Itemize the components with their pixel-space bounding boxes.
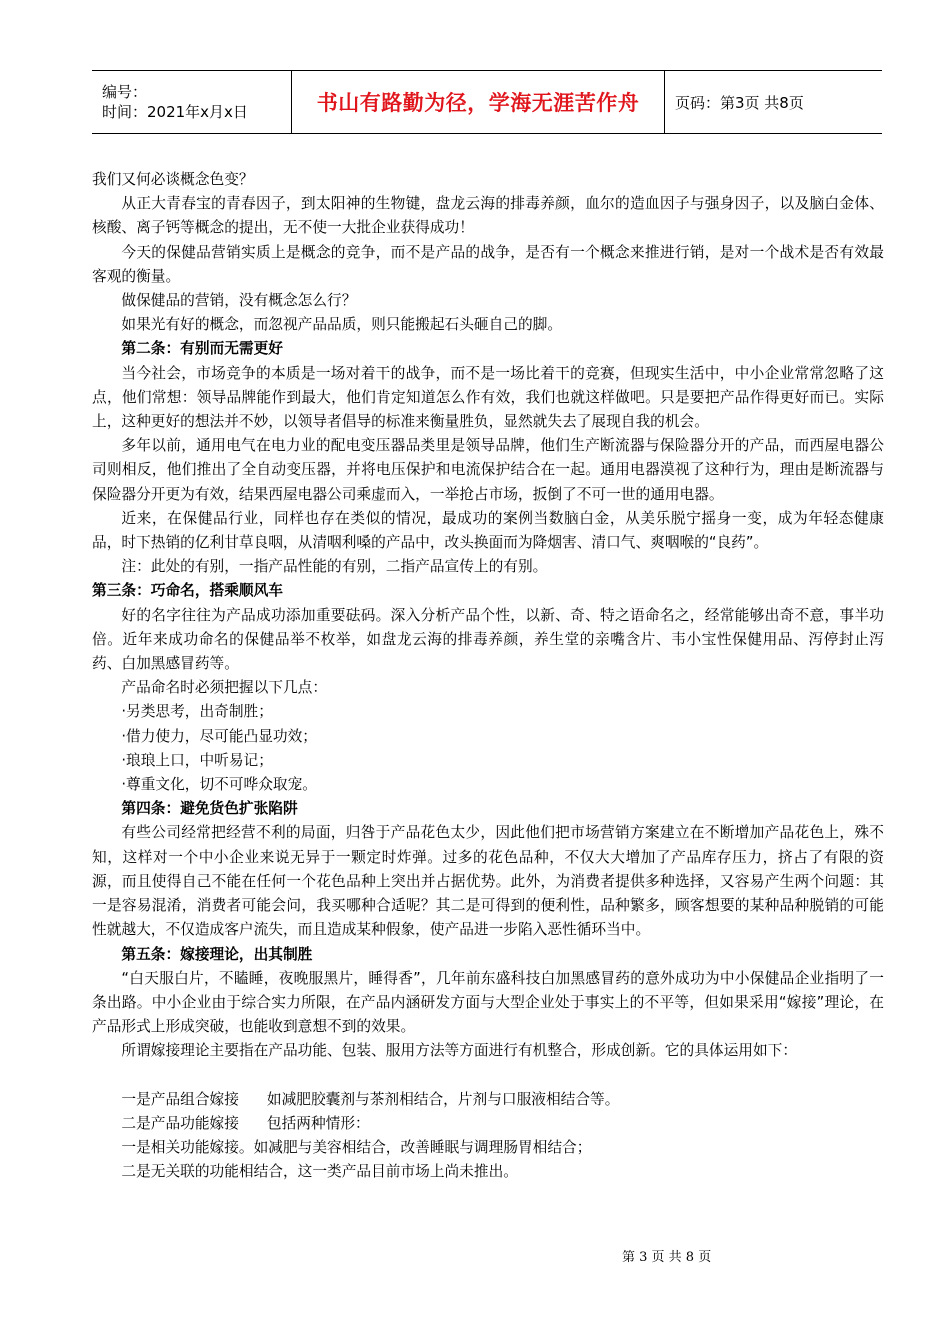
list-item: ·尊重文化，切不可哗众取宠。 [121, 776, 317, 794]
section-heading: 第二条：有别而无需更好 [121, 340, 283, 358]
paragraph: 做保健品的营销，没有概念怎么行？ [121, 292, 357, 310]
item-title: 一是产品组合嫁接 [121, 1090, 239, 1108]
paragraph: 今天的保健品营销实质上是概念的竞争，而不是产品的战争，是否有一个概念来推进行销，是对一个战术是否有效最客观的衡量。 [92, 243, 884, 285]
paragraph: 从正大青春宝的青春因子，到太阳神的生物键，盘龙云海的排毒养颜，血尔的造血因子与强身因子，以及脑白金体、核酸、离子钙等概念的提出，无不使一大批企业获得成功！ [92, 195, 884, 237]
header-meta [92, 71, 292, 133]
section-heading: 第五条：嫁接理论，出其制胜 [121, 945, 313, 963]
list-item: ·借力使力，尽可能凸显功效； [121, 727, 317, 745]
number-label: 编号： [102, 83, 148, 101]
item-desc: 包括两种情形： [266, 1114, 370, 1132]
list-item: ·另类思考，出奇制胜； [121, 703, 273, 721]
list-item: 一是相关功能嫁接。如减肥与美容相结合，改善睡眠与调理肠胃相结合； [121, 1139, 592, 1157]
page-label: 页码：第3页 共8页 [675, 93, 804, 112]
section-heading: 第三条：巧命名，搭乘顺风车 [92, 582, 283, 600]
document-body [92, 168, 884, 1185]
header-motto-cell [292, 71, 665, 133]
paragraph: 当今社会，市场竞争的本质是一场对着干的战争，而不是一场比着干的竞赛，但现实生活中，中小企业常常忽略了这点，他们常想：领导品牌能作到最大，他们肯定知道怎么作有效，我们也就这样做吧。只是要把产品作得更好而已。实际上，这种更好的想法并不妙，以领导者倡导的标准来衡量胜负，显然就失去了展现自我的机会。 [92, 364, 884, 431]
paragraph: 所谓嫁接理论主要指在产品功能、包装、服用方法等方面进行有机整合，形成创新。它的具体运用如下： [121, 1042, 798, 1060]
header-page-cell [665, 71, 882, 133]
item-title: 二是产品功能嫁接 [121, 1114, 239, 1132]
paragraph: 产品命名时必须把握以下几点： [121, 679, 328, 697]
list-item: 二是无关联的功能相结合，这一类产品目前市场上尚未推出。 [121, 1163, 518, 1181]
paragraph: 如果光有好的概念，而忽视产品品质，则只能搬起石头砸自己的脚。 [121, 316, 563, 334]
blank-line [92, 1064, 884, 1088]
paragraph: 有些公司经常把经营不利的局面，归咎于产品花色太少，因此他们把市场营销方案建立在不断增加产品花色上，殊不知，这样对一个中小企业来说无异于一颗定时炸弹。过多的花色品种，不仅大大增加了产品库存压力，挤占了有限的资源，而且使得自己不能在任何一个花色品种上突出并占据优势。此外，为消费者提供多种选择，又容易产生两个问题：其一是容易混淆，消费者可能会问，我买哪种合适呢？其二是可得到的便利性，品种繁多，顾客想要的某种品种脱销的可能性就越大，不仅造成客户流失，而且造成某种假象，使产品进一步陷入恶性循环当中。 [92, 824, 884, 939]
page-header [92, 70, 882, 134]
item-desc: 如减肥胶囊剂与茶剂相结合，片剂与口服液相结合等。 [266, 1090, 620, 1108]
paragraph: 我们又何必谈概念色变？ [92, 171, 254, 188]
page-footer: 第 3 页 共 8 页 [622, 1250, 712, 1265]
section-heading: 第四条：避免货色扩张陷阱 [121, 800, 298, 818]
list-item [92, 1088, 884, 1112]
note: 注：此处的有别，一指产品性能的有别，二指产品宣传上的有别。 [121, 558, 548, 576]
paragraph: 好的名字往往为产品成功添加重要砝码。深入分析产品个性，以新、奇、特之语命名之，经常能够出奇不意，事半功倍。近年来成功命名的保健品举不枚举，如盘龙云海的排毒养颜，养生堂的亲嘴含片、韦小宝性保健用品、泻停封止泻药、白加黑感冒药等。 [92, 606, 884, 673]
paragraph: “白天服白片，不瞌睡，夜晚服黑片，睡得香”，几年前东盛科技白加黑感冒药的意外成功为中小保健品企业指明了一条出路。中小企业由于综合实力所限，在产品内涵研发方面与大型企业处于事实上的不平等，但如果采用“嫁接”理论，在产品形式上形成突破，也能收到意想不到的效果。 [92, 969, 884, 1036]
list-item: ·琅琅上口，中听易记； [121, 751, 273, 769]
motto: 书山有路勤为径，学海无涯苦作舟 [316, 91, 640, 115]
paragraph: 多年以前，通用电气在电力业的配电变压器品类里是领导品牌，他们生产断流器与保险器分开的产品，而西屋电器公司则相反，他们推出了全自动变压器，并将电压保护和电流保护结合在一起。通用电器漠视了这种行为，理由是断流器与保险器分开更为有效，结果西屋电器公司乘虚而入，一举抢占市场，扳倒了不可一世的通用电器。 [92, 437, 884, 503]
time-label: 时间：2021年x月x日 [102, 103, 248, 121]
paragraph: 近来，在保健品行业，同样也存在类似的情况，最成功的案例当数脑白金，从美乐脱宁摇身一变，成为年轻态健康品，时下热销的亿利甘草良咽，从清咽利嗓的产品中，改头换面而为降烟害、清口气、爽咽喉的“良药”。 [92, 509, 884, 552]
list-item [92, 1112, 884, 1136]
